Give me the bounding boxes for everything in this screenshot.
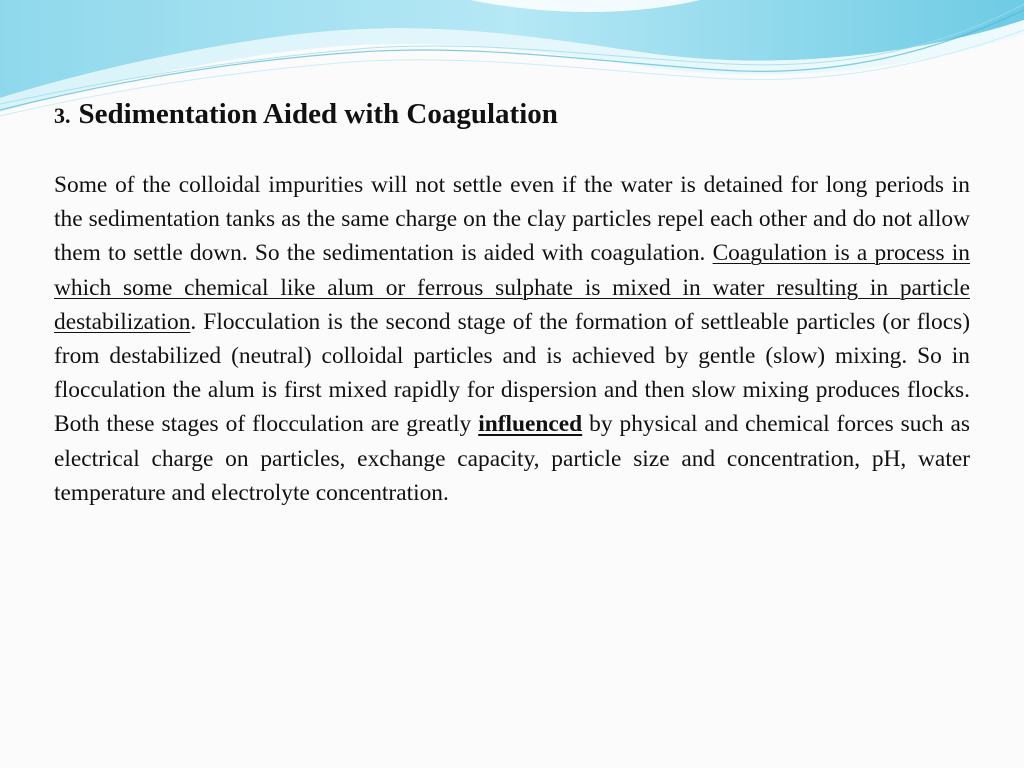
body-paragraph — [54, 168, 970, 510]
heading-number: 3. — [54, 103, 71, 128]
body-text-intro: Some of the colloidal impurities will not settle even if the water is detained for long periods in the sedimentation tanks as the same charge on the clay particles repel each other and do not allow them to settle down. So the sedimentation is aided with coagulation. — [54, 172, 970, 267]
body-text-flocculation: . Flocculation is the second stage of the formation of settleable particles (or flocs) from destabilized (neutral) colloidal particles and is achieved by gentle (slow) mixing. So in flocculation the alum is first mixed rapidly for dispersion and then slow mixing produces flocks. Both these stages of flocculation are greatly — [54, 308, 970, 438]
emphasis-influenced: influenced — [478, 411, 583, 438]
coagulation-definition: Coagulation is a process in which some chemical like alum or ferrous sulphate is mixed in water resulting in particle destabilization — [54, 240, 970, 335]
body-text-forces: by physical and chemical forces such as electrical charge on particles, exchange capacity, particle size and concentration, pH, water temperature and electrolyte concentration. — [54, 411, 970, 506]
heading-text: Sedimentation Aided with Coagulation — [78, 98, 558, 130]
slide-heading — [54, 92, 558, 136]
